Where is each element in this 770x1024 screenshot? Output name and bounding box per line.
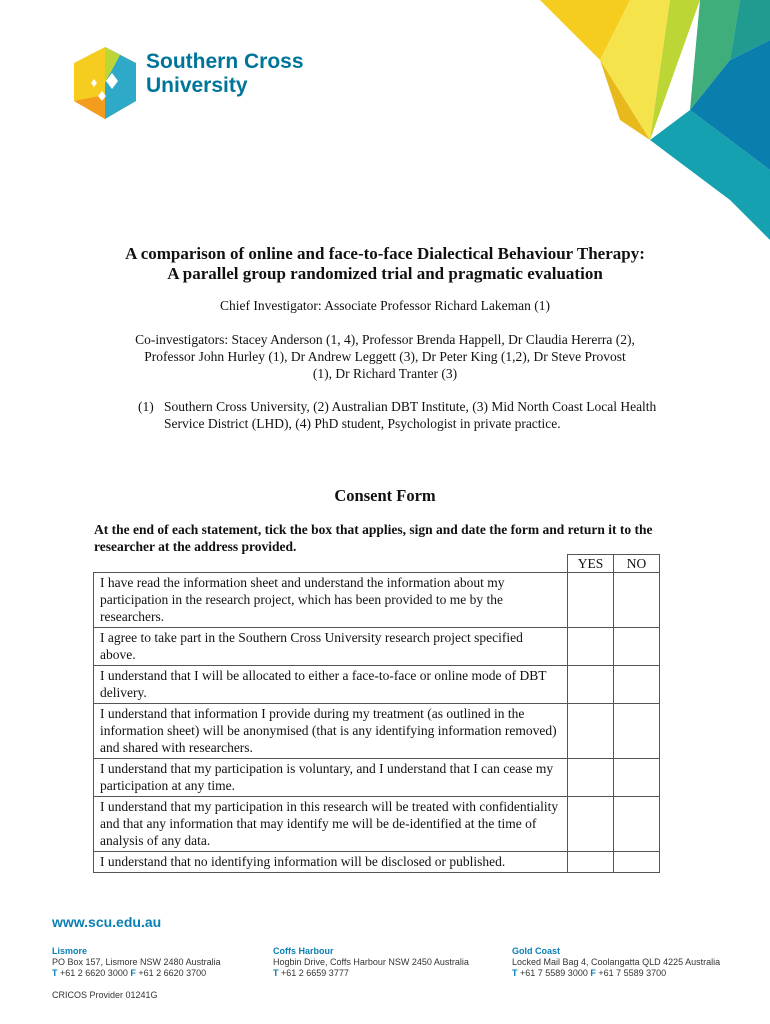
- university-logo-icon: [72, 45, 138, 121]
- consent-table: [93, 554, 660, 873]
- fax-label: F: [590, 968, 596, 978]
- campus-gold-coast: [512, 946, 720, 979]
- phone-label: T: [512, 968, 518, 978]
- campus-address: Hogbin Drive, Coffs Harbour NSW 2450 Australia: [273, 957, 469, 967]
- affiliation-text: Southern Cross University, (2) Australian DBT Institute, (3) Mid North Coast Local Health Service District (LHD), (4) PhD student, Psychologist in private practice.: [164, 399, 657, 431]
- fax-label: F: [130, 968, 136, 978]
- consent-row: [94, 797, 660, 852]
- campus-name: Lismore: [52, 946, 88, 956]
- no-checkbox-3[interactable]: [614, 666, 660, 704]
- campus-coffs-harbour: [273, 946, 469, 979]
- yes-checkbox-5[interactable]: [568, 759, 614, 797]
- consent-instruction: At the end of each statement, tick the box that applies, sign and date the form and return it to the researcher at the address provided.: [94, 522, 653, 554]
- consent-row: [94, 759, 660, 797]
- campus-address: PO Box 157, Lismore NSW 2480 Australia: [52, 957, 221, 967]
- co-investigators-line-3: (1), Dr Richard Tranter (3): [312, 366, 458, 381]
- chief-investigator: Chief Investigator: Associate Professor Richard Lakeman (1): [220, 298, 550, 313]
- no-checkbox-5[interactable]: [614, 759, 660, 797]
- phone-number: +61 7 5589 3000: [520, 968, 588, 978]
- phone-label: T: [52, 968, 58, 978]
- campus-phone: [52, 968, 221, 979]
- title-line-2: A parallel group randomized trial and pragmatic evaluation: [167, 264, 603, 283]
- statement-4: I understand that information I provide during my treatment (as outlined in the information sheet) will be anonymised (that is any identifying information removed) and shared with researchers.: [94, 704, 568, 759]
- statement-1: I have read the information sheet and understand the information about my participation in the research project, which has been provided to me by the researchers.: [94, 573, 568, 628]
- phone-label: T: [273, 968, 279, 978]
- phone-number: +61 2 6659 3777: [281, 968, 349, 978]
- yes-checkbox-2[interactable]: [568, 628, 614, 666]
- no-checkbox-1[interactable]: [614, 573, 660, 628]
- phone-number: +61 2 6620 3000: [60, 968, 128, 978]
- fax-number: +61 2 6620 3700: [138, 968, 207, 978]
- campus-name: Coffs Harbour: [273, 946, 334, 956]
- statement-6: I understand that my participation in this research will be treated with confidentiality and that any information that may identify me will be de-identified at the time of analysis of any data.: [94, 797, 568, 852]
- co-investigators-line-1: Co-investigators: Stacey Anderson (1, 4), Professor Brenda Happell, Dr Claudia Hererra (2),: [135, 332, 635, 347]
- document-title: [60, 244, 710, 284]
- no-checkbox-4[interactable]: [614, 704, 660, 759]
- statement-2: I agree to take part in the Southern Cross University research project specified above.: [94, 628, 568, 666]
- consent-form-title: Consent Form: [334, 486, 436, 505]
- affiliations: [138, 398, 658, 432]
- yes-checkbox-4[interactable]: [568, 704, 614, 759]
- logo-line-1: Southern Cross: [146, 50, 304, 73]
- statement-5: I understand that my participation is voluntary, and I understand that I can cease my participation at any time.: [94, 759, 568, 797]
- consent-header-row: [94, 555, 660, 573]
- campus-phone: [512, 968, 720, 979]
- campus-phone: [273, 968, 469, 979]
- title-line-1: A comparison of online and face-to-face Dialectical Behaviour Therapy:: [125, 244, 645, 263]
- yes-checkbox-3[interactable]: [568, 666, 614, 704]
- campus-lismore: [52, 946, 221, 979]
- consent-row: [94, 852, 660, 873]
- campus-address: Locked Mail Bag 4, Coolangatta QLD 4225 Australia: [512, 957, 721, 967]
- no-checkbox-2[interactable]: [614, 628, 660, 666]
- cricos-provider: CRICOS Provider 01241G: [52, 990, 158, 1000]
- no-header: NO: [614, 555, 660, 573]
- statement-3: I understand that I will be allocated to either a face-to-face or online mode of DBT delivery.: [94, 666, 568, 704]
- no-checkbox-6[interactable]: [614, 797, 660, 852]
- co-investigators: [80, 331, 690, 382]
- fax-number: +61 7 5589 3700: [598, 968, 667, 978]
- statement-7: I understand that no identifying information will be disclosed or published.: [94, 852, 568, 873]
- logo-line-2: University: [146, 74, 248, 97]
- yes-checkbox-6[interactable]: [568, 797, 614, 852]
- campus-name: Gold Coast: [512, 946, 561, 956]
- co-investigators-line-2: Professor John Hurley (1), Dr Andrew Leggett (3), Dr Peter King (1,2), Dr Steve Provost: [144, 349, 626, 364]
- consent-row: [94, 628, 660, 666]
- yes-checkbox-1[interactable]: [568, 573, 614, 628]
- consent-row: [94, 573, 660, 628]
- yes-checkbox-7[interactable]: [568, 852, 614, 873]
- consent-row: [94, 666, 660, 704]
- yes-header: YES: [568, 555, 614, 573]
- no-checkbox-7[interactable]: [614, 852, 660, 873]
- header-blank: [94, 555, 568, 573]
- website-link[interactable]: www.scu.edu.au: [52, 914, 162, 930]
- affiliation-number: (1): [138, 399, 154, 414]
- university-logo-text: [146, 50, 304, 98]
- corner-graphic: [500, 0, 770, 240]
- consent-row: [94, 704, 660, 759]
